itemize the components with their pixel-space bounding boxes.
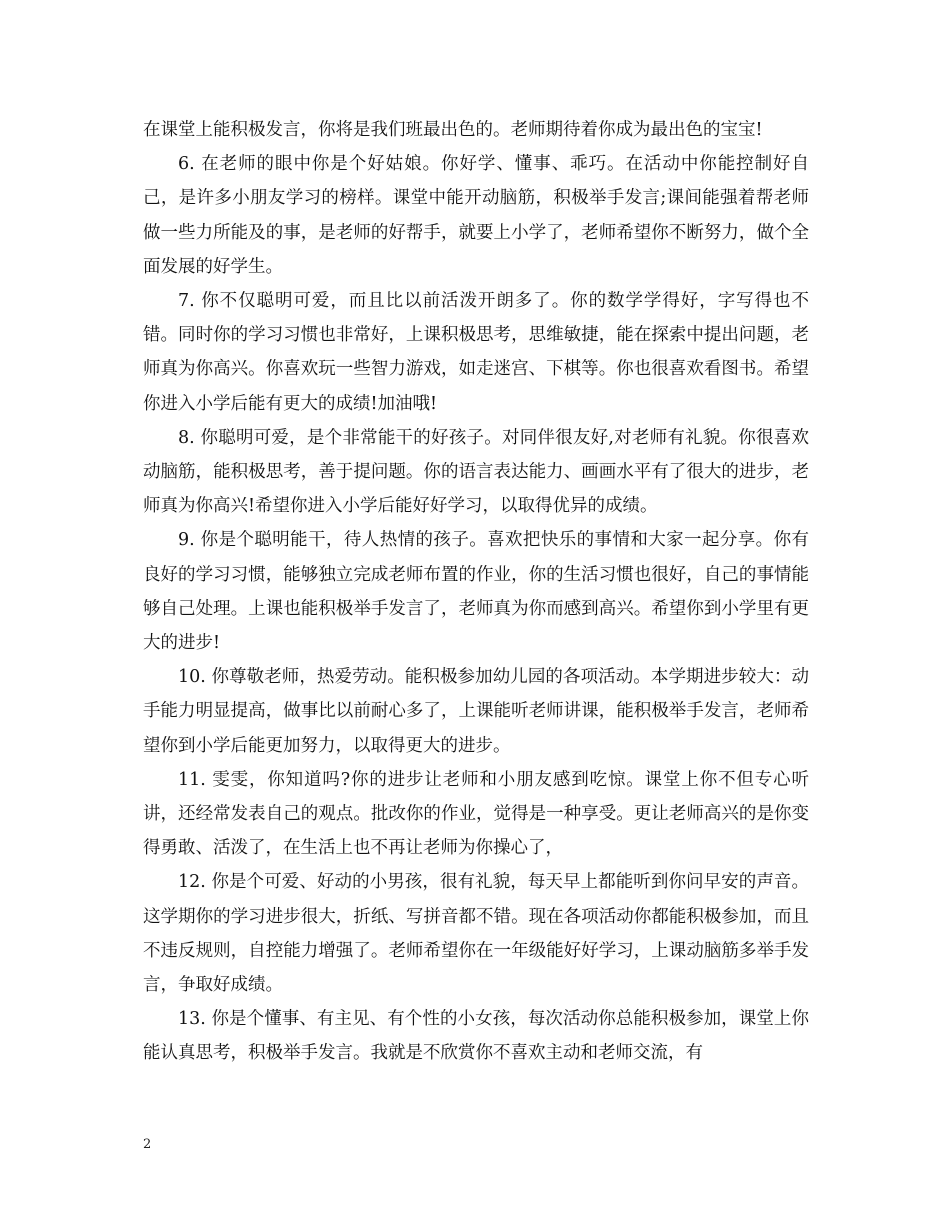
paragraph-item-7: 7. 你不仅聪明可爱，而且比以前活泼开朗多了。你的数学学得好，字写得也不错。同时你的学习习惯也非常好，上课积极思考，思维敏捷，能在探索中提出问题，老师真为你高兴。你喜欢玩一些智力游戏，如走迷宫、下棋等。你也很喜欢看图书。希望你进入小学后能有更大的成绩!加油哦! <box>143 291 809 414</box>
paragraph-item-9: 9. 你是个聪明能干，待人热情的孩子。喜欢把快乐的事情和大家一起分享。你有良好的学习习惯，能够独立完成老师布置的作业，你的生活习惯也很好，自己的事情能够自己处理。上课也能积极举手发言了，老师真为你而感到高兴。希望你到小学里有更大的进步! <box>143 530 809 654</box>
paragraph-item-6: 6. 在老师的眼中你是个好姑娘。你好学、懂事、乖巧。在活动中你能控制好自己，是许多小朋友学习的榜样。课堂中能开动脑筋，积极举手发言;课间能强着帮老师做一些力所能及的事，是老师的好帮手，就要上小学了，老师希望你不断努力，做个全面发展的好学生。 <box>143 154 809 277</box>
document-body <box>143 113 809 1071</box>
paragraph-item-8: 8. 你聪明可爱，是个非常能干的好孩子。对同伴很友好,对老师有礼貌。你很喜欢动脑筋，能积极思考，善于提问题。你的语言表达能力、画画水平有了很大的进步，老师真为你高兴!希望你进入小学后能好好学习，以取得优异的成绩。 <box>143 427 809 517</box>
paragraph-item-12: 12. 你是个可爱、好动的小男孩，很有礼貌，每天早上都能听到你问早安的声音。这学期你的学习进步很大，折纸、写拼音都不错。现在各项活动你都能积极参加，而且不违反规则，自控能力增强了。老师希望你在一年级能好好学习，上课动脑筋多举手发言，争取好成绩。 <box>143 872 809 996</box>
page-number: 2 <box>143 1137 152 1152</box>
paragraph-item-10: 10. 你尊敬老师，热爱劳动。能积极参加幼儿园的各项活动。本学期进步较大：动手能力明显提高，做事比以前耐心多了，上课能听老师讲课，能积极举手发言，老师希望你到小学后能更加努力，以取得更大的进步。 <box>143 667 809 756</box>
paragraph-item-13: 13. 你是个懂事、有主见、有个性的小女孩，每次活动你总能积极参加，课堂上你能认真思考，积极举手发言。我就是不欣赏你不喜欢主动和老师交流，有 <box>143 1009 809 1064</box>
paragraph-continuation: 在课堂上能积极发言，你将是我们班最出色的。老师期待着你成为最出色的宝宝! <box>143 120 763 140</box>
paragraph-item-11: 11. 雯雯，你知道吗?你的进步让老师和小朋友感到吃惊。课堂上你不但专心听讲，还经常发表自己的观点。批改你的作业，觉得是一种享受。更让老师高兴的是你变得勇敢、活泼了，在生活上也不再让老师为你操心了， <box>143 769 809 859</box>
